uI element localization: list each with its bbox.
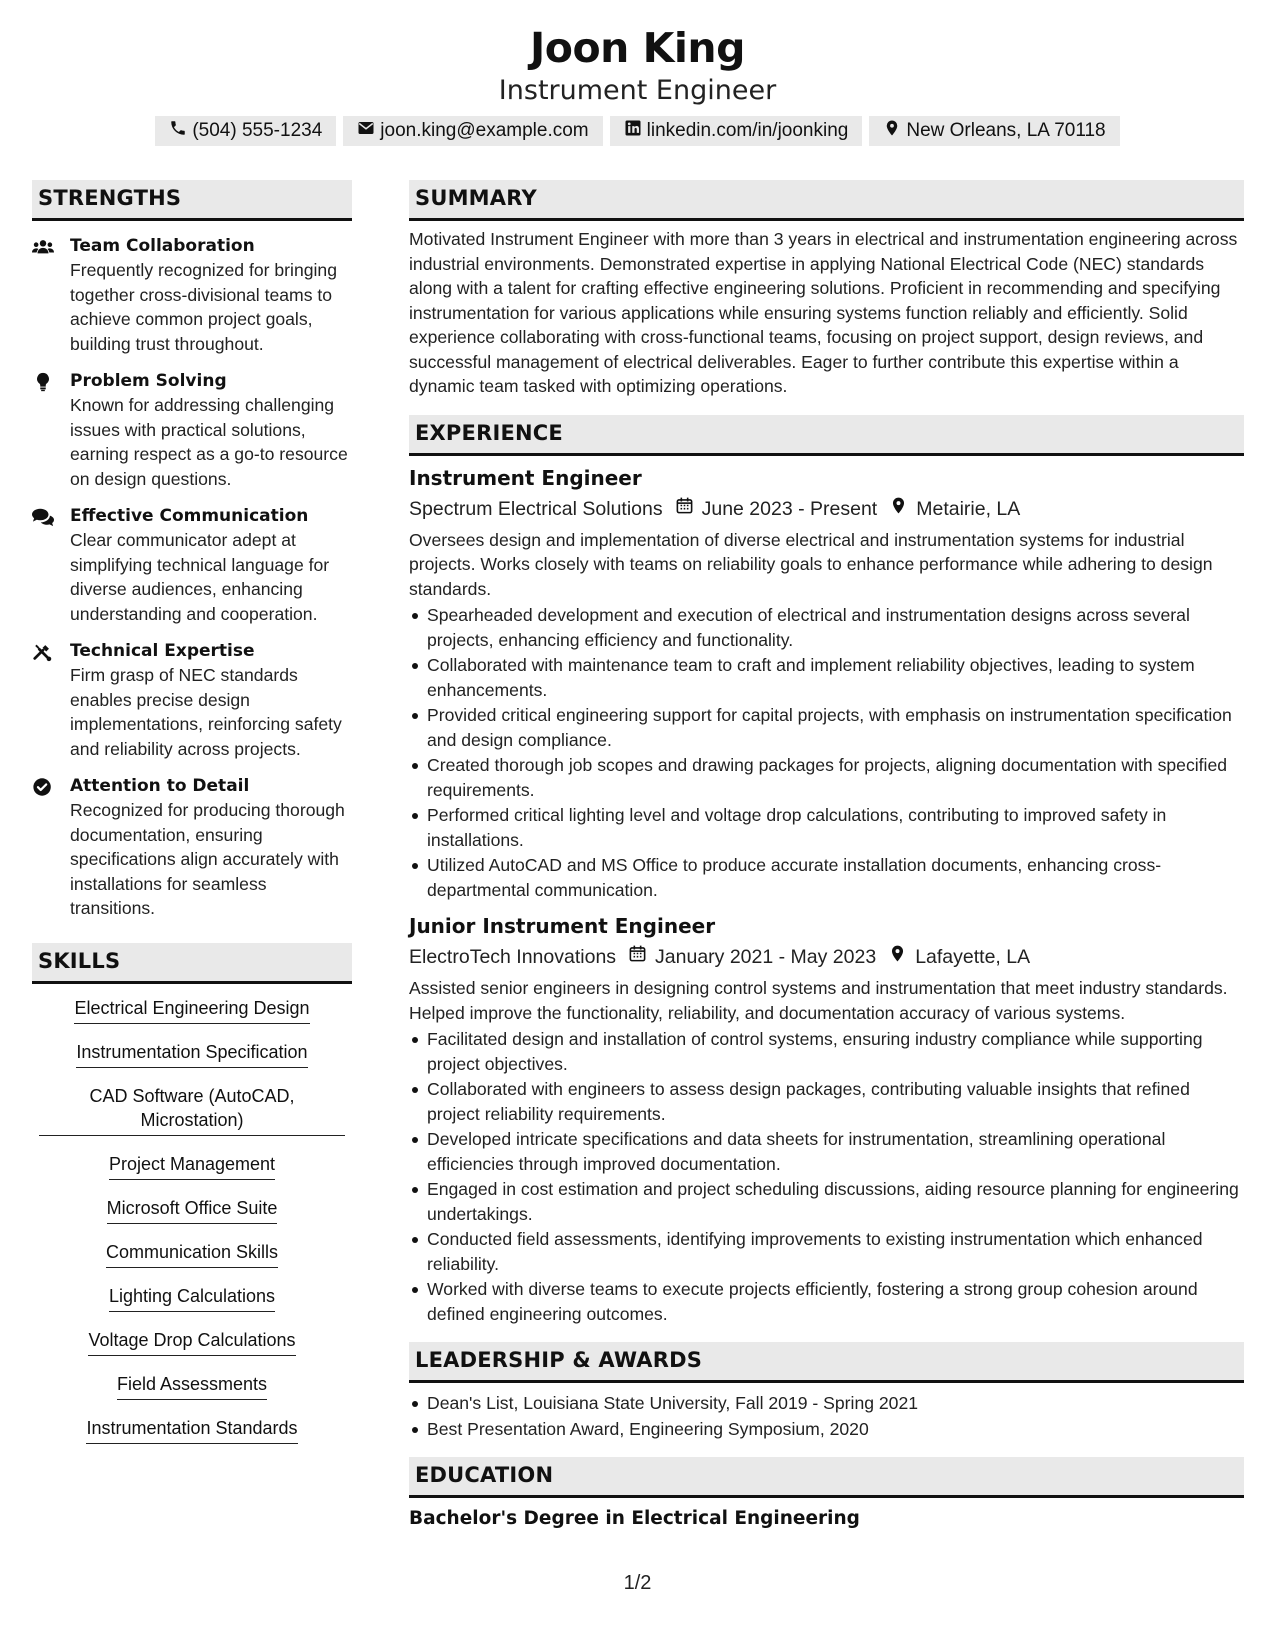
experience-heading: EXPERIENCE: [409, 415, 1244, 456]
job-bullets: [409, 603, 1244, 902]
skill-item: CAD Software (AutoCAD, Microstation): [39, 1084, 345, 1136]
strength-title: Team Collaboration: [70, 236, 255, 256]
skill-item: Project Management: [109, 1152, 275, 1180]
job-dates: June 2023 - Present: [701, 497, 878, 520]
calendar-icon: [663, 494, 702, 524]
strength-title: Technical Expertise: [70, 641, 255, 661]
right-column: [409, 180, 1244, 1532]
job-meta: [409, 942, 1244, 972]
job-bullets: [409, 1027, 1244, 1326]
strength-desc: Frequently recognized for bringing together cross-divisional teams to achieve common project goals, building trust throughout.: [70, 260, 337, 354]
contact-bar: [0, 116, 1275, 146]
skills-heading: SKILLS: [32, 943, 352, 984]
education-heading: EDUCATION: [409, 1457, 1244, 1498]
skills-list: [32, 996, 352, 1444]
team-icon: [32, 234, 70, 356]
map-pin-icon: [876, 942, 915, 972]
strength-desc: Firm grasp of NEC standards enables precise design implementations, reinforcing safety and reliability across projects.: [70, 665, 342, 759]
candidate-name: Joon King: [530, 24, 745, 72]
linkedin-icon: [624, 119, 642, 143]
strengths-heading: STRENGTHS: [32, 180, 352, 221]
job-meta: [409, 494, 1244, 524]
left-column: [32, 180, 352, 1460]
job-location: Lafayette, LA: [915, 946, 1031, 968]
list-item: Created thorough job scopes and drawing packages for projects, aligning documentation with specified requirements.: [409, 753, 1244, 802]
strength-desc: Clear communicator adept at simplifying technical language for diverse audiences, enhancing understanding and cooperation.: [70, 530, 330, 624]
skill-item: Microsoft Office Suite: [107, 1196, 278, 1224]
job-location: Metairie, LA: [916, 497, 1021, 520]
contact-linkedin-text: linkedin.com/in/joonking: [646, 119, 849, 141]
list-item: Conducted field assessments, identifying improvements to existing instrumentation which enhanced reliability.: [409, 1227, 1244, 1276]
contact-location-text: New Orleans, LA 70118: [906, 119, 1106, 141]
strength-title: Effective Communication: [70, 506, 309, 526]
job-title: Junior Instrument Engineer: [409, 914, 716, 938]
job-company: ElectroTech Innovations: [409, 946, 617, 968]
strength-item: [32, 504, 352, 626]
list-item: Developed intricate specifications and data sheets for instrumentation, streamlining operational efficiencies through improved documentation.: [409, 1127, 1244, 1176]
chat-icon: [32, 504, 70, 626]
skill-item: Communication Skills: [106, 1240, 278, 1268]
contact-email-text: joon.king@example.com: [380, 119, 589, 141]
list-item: Collaborated with maintenance team to craft and implement reliability objectives, leading to system enhancements.: [409, 653, 1244, 702]
strength-desc: Known for addressing challenging issues with practical solutions, earning respect as a go-to resource on design questions.: [70, 395, 348, 489]
calendar-icon: [616, 942, 655, 972]
strength-item: [32, 369, 352, 491]
candidate-title: Instrument Engineer: [498, 75, 777, 106]
leadership-list: [409, 1391, 1244, 1441]
skill-item: Electrical Engineering Design: [74, 996, 309, 1024]
job-dates: January 2021 - May 2023: [655, 946, 877, 968]
map-pin-icon: [883, 119, 901, 143]
list-item: Best Presentation Award, Engineering Symposium, 2020: [409, 1417, 1244, 1442]
job-company: Spectrum Electrical Solutions: [409, 497, 663, 520]
summary-text: Motivated Instrument Engineer with more than 3 years in electrical and instrumentation engineering across industrial environments. Demonstrated expertise in applying National Electrical Code (NEC) standards along with a talent for crafting effective engineering solutions. Proficient in recommending and specifying instrumentation for various applications while ensuring systems function reliably and efficiently. Solid experience collaborating with cross-functional teams, focusing on project support, design reviews, and successful management of electrical deliverables. Eager to further contribute this expertise within a dynamic team tasked with optimizing operations.: [409, 229, 1238, 396]
list-item: Dean's List, Louisiana State University, Fall 2019 - Spring 2021: [409, 1391, 1244, 1416]
list-item: Performed critical lighting level and voltage drop calculations, contributing to improved safety in installations.: [409, 803, 1244, 852]
strength-title: Problem Solving: [70, 371, 227, 391]
envelope-icon: [357, 119, 375, 143]
strength-item: [32, 234, 352, 356]
job-entry: [409, 912, 1244, 1326]
phone-icon: [169, 119, 187, 143]
leadership-heading: LEADERSHIP & AWARDS: [409, 1342, 1244, 1383]
check-circle-icon: [32, 774, 70, 921]
education-degree: Bachelor's Degree in Electrical Engineering: [409, 1508, 860, 1529]
contact-phone[interactable]: [155, 116, 336, 146]
list-item: Spearheaded development and execution of electrical and instrumentation designs across several projects, enhancing efficiency and functionality.: [409, 603, 1244, 652]
contact-phone-text: (504) 555-1234: [192, 119, 323, 141]
job-title: Instrument Engineer: [409, 465, 642, 490]
list-item: Engaged in cost estimation and project scheduling discussions, aiding resource planning for engineering undertakings.: [409, 1177, 1244, 1226]
contact-email[interactable]: [343, 116, 602, 146]
list-item: Collaborated with engineers to assess design packages, contributing valuable insights that refined project reliability requirements.: [409, 1077, 1244, 1126]
lightbulb-icon: [32, 369, 70, 491]
skill-item: Instrumentation Specification: [76, 1040, 307, 1068]
contact-linkedin[interactable]: [610, 116, 863, 146]
contact-location: [869, 116, 1119, 146]
skill-item: Lighting Calculations: [109, 1284, 275, 1312]
strength-item: [32, 774, 352, 921]
skill-item: Instrumentation Standards: [86, 1416, 297, 1444]
resume-header: [0, 0, 1275, 146]
list-item: Facilitated design and installation of control systems, ensuring industry compliance while supporting project objectives.: [409, 1027, 1244, 1076]
list-item: Worked with diverse teams to execute projects efficiently, fostering a strong group cohesion around defined engineering outcomes.: [409, 1277, 1244, 1326]
page-indicator: 1/2: [623, 1572, 652, 1594]
job-entry: [409, 464, 1244, 903]
strength-item: [32, 639, 352, 761]
map-pin-icon: [877, 494, 916, 524]
summary-heading: SUMMARY: [409, 180, 1244, 221]
strength-title: Attention to Detail: [70, 776, 250, 796]
job-description: Oversees design and implementation of diverse electrical and instrumentation systems for industrial projects. Works closely with teams on reliability goals to enhance performance while adhering to design standards.: [409, 529, 1213, 599]
job-description: Assisted senior engineers in designing control systems and instrumentation that meet industry standards. Helped improve the functionality, reliability, and documentation accuracy of various systems.: [409, 978, 1228, 1023]
tools-icon: [32, 639, 70, 761]
list-item: Utilized AutoCAD and MS Office to produce accurate installation documents, enhancing cross-departmental communication.: [409, 853, 1244, 902]
skill-item: Field Assessments: [117, 1372, 267, 1400]
list-item: Provided critical engineering support for capital projects, with emphasis on instrumentation specification and design compliance.: [409, 703, 1244, 752]
strength-desc: Recognized for producing thorough documentation, ensuring specifications align accurately with installations for seamless transitions.: [70, 800, 345, 918]
skill-item: Voltage Drop Calculations: [88, 1328, 295, 1356]
